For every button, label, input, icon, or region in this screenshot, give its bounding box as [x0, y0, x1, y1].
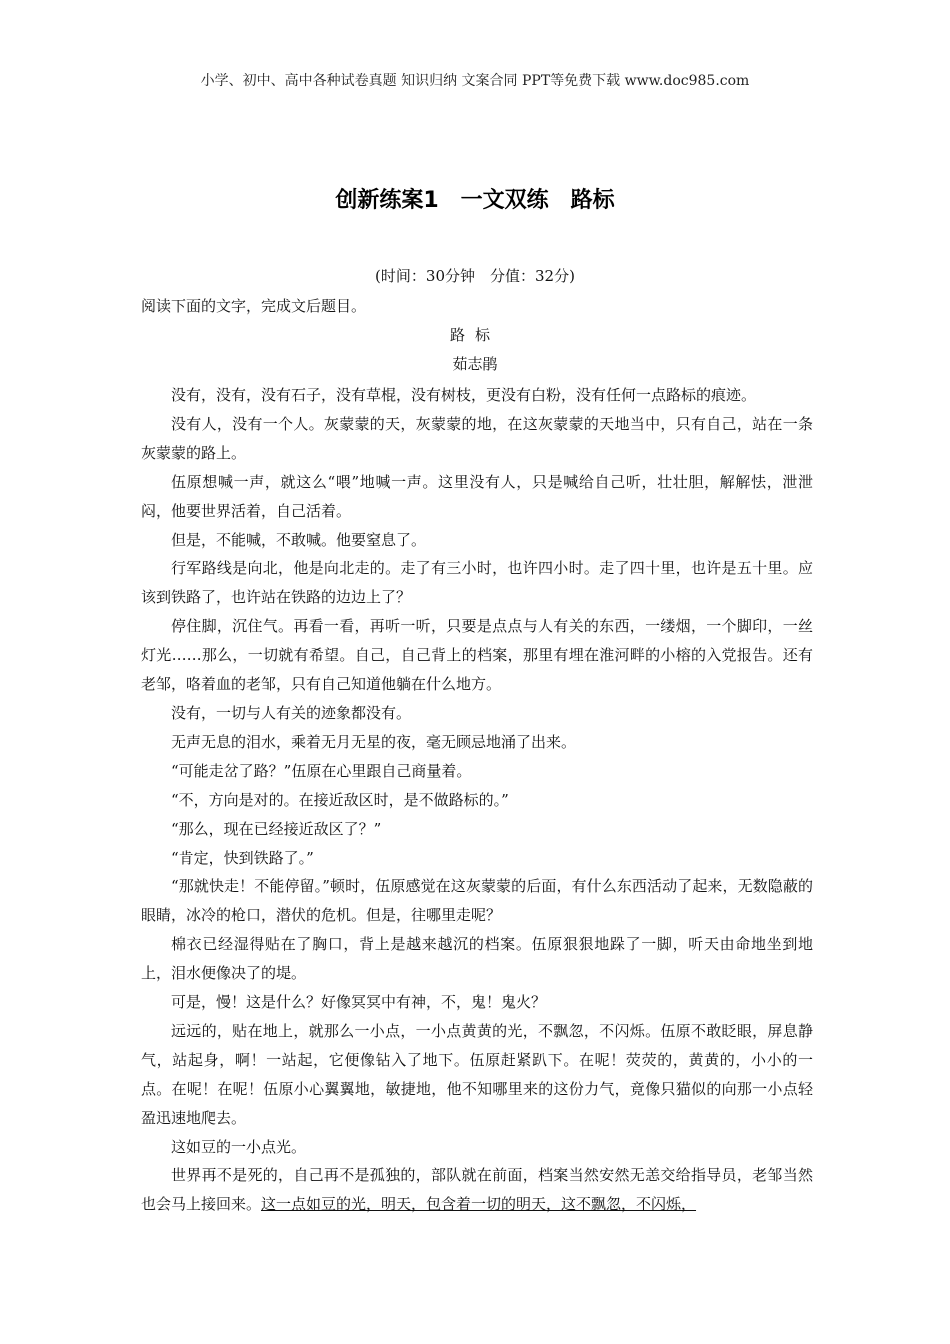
- story-title: 路标: [449, 326, 500, 344]
- page-header: 小学、初中、高中各种试卷真题 知识归纳 文案合同 PPT等免费下载 www.doc985.com: [200, 73, 750, 89]
- paragraph: 没有人，没有一个人。灰蒙蒙的天，灰蒙蒙的地，在这灰蒙蒙的天地当中，只有自己，站在一条灰蒙蒙的路上。: [141, 414, 813, 462]
- paragraph: 无声无息的泪水，乘着无月无星的夜，毫无顾忌地涌了出来。: [171, 732, 577, 751]
- paragraph: 这如豆的一小点光。: [171, 1137, 307, 1156]
- paragraph: “那就快走！不能停留。”顿时，伍原感觉在这灰蒙蒙的后面，有什么东西活动了起来，无数隐蔽的眼睛，冰冷的枪口，潜伏的危机。但是，往哪里走呢？: [141, 877, 813, 925]
- instruction: 阅读下面的文字，完成文后题目。: [141, 297, 367, 315]
- paragraph: 行军路线是向北，他是向北走的。走了有三小时，也许四小时。走了四十里，也许是五十里。应该到铁路了，也许站在铁路的边边上了？: [141, 559, 813, 607]
- paragraph: 停住脚，沉住气。再看一看，再听一听，只要是点点与人有关的东西，一缕烟，一个脚印，一丝灯光……那么，一切就有希望。自己，自己背上的档案，那里有埋在淮河畔的小榕的入党报告。还有老邹，咯着血的老邹，只有自己知道他躺在什么地方。: [141, 617, 813, 694]
- paragraph: “不，方向是对的。在接近敌区时，是不做路标的。”: [171, 790, 509, 809]
- page-title: 创新练案1 一文双练 路标: [335, 188, 615, 213]
- story-body: [141, 381, 813, 1219]
- paragraph: 可是，慢！这是什么？好像冥冥中有神，不，鬼！鬼火？: [171, 993, 547, 1012]
- paragraph: “那么，现在已经接近敌区了？”: [171, 819, 382, 838]
- paragraph: 棉衣已经湿得贴在了胸口，背上是越来越沉的档案。伍原狠狠地跺了一脚，听天由命地坐到地上，泪水便像决了的堤。: [141, 935, 813, 983]
- paragraph: “可能走岔了路？”伍原在心里跟自己商量着。: [171, 761, 472, 780]
- paragraph: “肯定，快到铁路了。”: [171, 848, 314, 867]
- story-author: 茹志鹃: [452, 355, 498, 373]
- paragraph-last: [141, 1161, 813, 1219]
- paragraph: 但是，不能喊，不敢喊。他要窒息了。: [171, 530, 427, 549]
- last-paragraph-text: 世界再不是死的，自己再不是孤独的，部队就在前面，档案当然安然无恙交给指导员，老邹当然也会马上接回来。: [141, 1166, 813, 1214]
- paragraph: 远远的，贴在地上，就那么一小点，一小点黄黄的光，不飘忽，不闪烁。伍原不敢眨眼，屏息静气，站起身，啊！一站起，它便像钻入了地下。伍原赶紧趴下。在呢！荧荧的，黄黄的，小小的一点。在呢！在呢！伍原小心翼翼地，敏捷地，他不知哪里来的这份力气，竟像只猫似的向那一小点轻盈迅速地爬去。: [141, 1021, 813, 1127]
- time-score-info: (时间：30分钟 分值：32分): [375, 267, 575, 285]
- paragraph: 没有，没有，没有石子，没有草棍，没有树枝，更没有白粉，没有任何一点路标的痕迹。: [171, 386, 757, 404]
- paragraph: 没有，一切与人有关的迹象都没有。: [171, 703, 412, 722]
- underlined-sentence: 这一点如豆的光，明天，包含着一切的明天，这不飘忽，不闪烁，: [261, 1195, 697, 1214]
- paragraph: 伍原想喊一声，就这么“喂”地喊一声。这里没有人，只是喊给自己听，壮壮胆，解解怯，泄泄闷，他要世界活着，自己活着。: [141, 472, 813, 520]
